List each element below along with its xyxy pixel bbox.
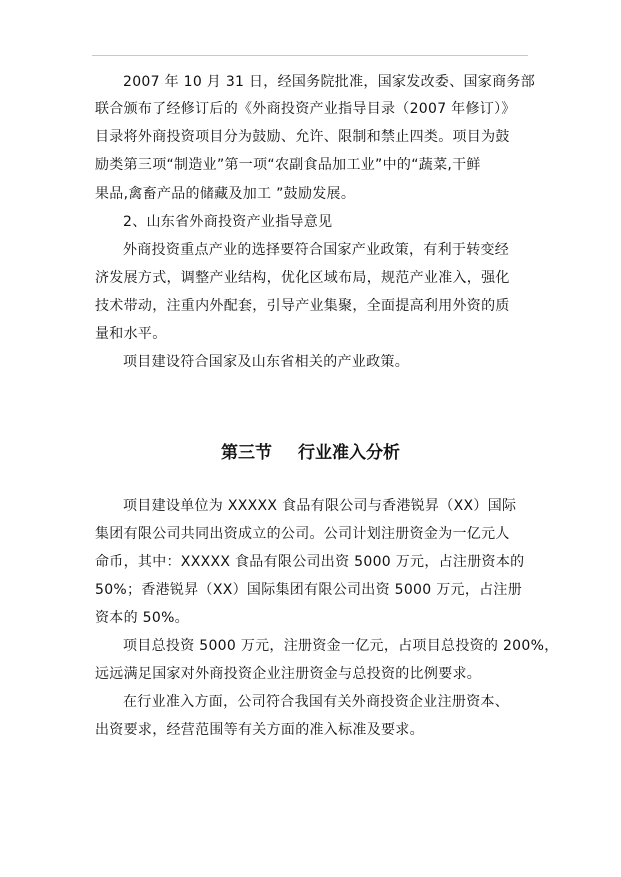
paragraph-line: 量和水平。 (95, 326, 167, 342)
paragraph-line: 远远满足国家对外商投资企业注册资金与总投资的比例要求。 (95, 666, 482, 682)
paragraph-line: 外商投资重点产业的选择要符合国家产业政策，有利于转变经 (123, 242, 510, 258)
paragraph-line: 果品,禽畜产品的储藏及加工 ”鼓励发展。 (95, 186, 356, 202)
paragraph-line: 在行业准入方面，公司符合我国有关外商投资企业注册资本、 (123, 694, 510, 710)
paragraph-line: 命币，其中：XXXXX 食品有限公司出资 5000 万元，占注册资本的 (95, 554, 525, 570)
paragraph-line: 励类第三项“制造业”第一项“农副食品加工业”中的“蔬菜,干鲜 (95, 157, 481, 173)
paragraph-line: 出资要求，经营范围等有关方面的准入标准及要求。 (95, 722, 424, 738)
paragraph-line: 50%；香港锐昇（XX）国际集团有限公司出资 5000 万元，占注册 (95, 582, 523, 598)
section-title: 行业准入分析 (298, 443, 400, 463)
paragraph-line: 项目建设单位为 XXXXX 食品有限公司与香港锐昇（XX）国际 (123, 498, 517, 514)
paragraph-line: 项目建设符合国家及山东省相关的产业政策。 (123, 354, 409, 370)
paragraph-line: 资本的 50%。 (95, 610, 189, 626)
section-heading (0, 441, 621, 465)
paragraph-line: 联合颁布了经修订后的《外商投资产业指导目录（2007 年修订）》 (95, 101, 516, 117)
section-number: 第三节 (221, 443, 272, 463)
paragraph-line: 2007 年 10 月 31 日，经国务院批准，国家发改委、国家商务部 (123, 74, 536, 90)
subheading: 2、山东省外商投资产业指导意见 (123, 214, 333, 230)
paragraph-line: 集团有限公司共同出资成立的公司。公司计划注册资金为一亿元人 (95, 526, 510, 542)
header-rule (92, 55, 528, 56)
paragraph-line: 项目总投资 5000 万元，注册资金一亿元，占项目总投资的 200%， (123, 638, 559, 654)
paragraph-line: 技术带动，注重内外配套，引导产业集聚，全面提高利用外资的质 (95, 298, 510, 314)
paragraph-line: 济发展方式，调整产业结构，优化区域布局，规范产业准入，强化 (95, 270, 510, 286)
paragraph-line: 目录将外商投资项目分为鼓励、允许、限制和禁止四类。项目为鼓 (95, 129, 510, 145)
